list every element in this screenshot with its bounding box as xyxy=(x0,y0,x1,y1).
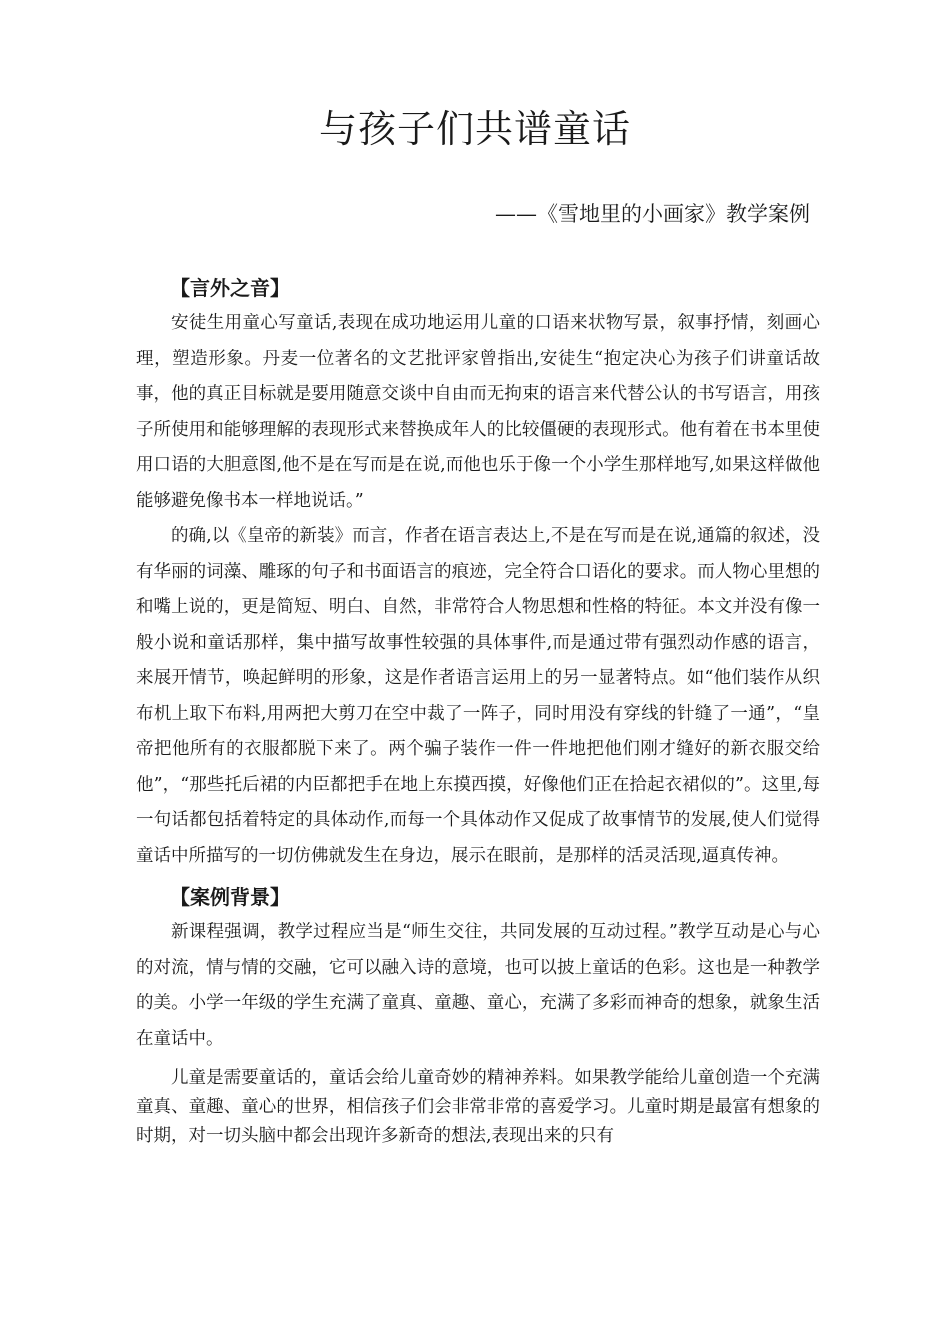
paragraph: 的确,以《皇帝的新装》而言，作者在语言表达上,不是在写而是在说,通篇的叙述，没有华丽的词藻、雕琢的句子和书面语言的痕迹，完全符合口语化的要求。而人物心里想的和嘴上说的，更是简短、明白、自然，非常符合人物思想和性格的特征。本文并没有像一般小说和童话那样，集中描写故事性较强的具体事件,而是通过带有强烈动作感的语言，来展开情节，唤起鲜明的形象，这是作者语言运用上的另一显著特点。如“他们装作从织布机上取下布料,用两把大剪刀在空中裁了一阵子，同时用没有穿线的针缝了一通”，“皇帝把他所有的衣服都脱下来了。两个骗子装作一件一件地把他们刚才缝好的新衣服交给他”，“那些托后裙的内臣都把手在地上东摸西摸，好像他们正在拾起衣裙似的”。这里,每一句话都包括着特定的具体动作,而每一个具体动作又促成了故事情节的发展,使人们觉得童话中所描写的一切仿佛就发生在身边，展示在眼前，是那样的活灵活现,逼真传神。 xyxy=(136,526,820,866)
paragraph: 安徒生用童心写童话,表现在成功地运用儿童的口语来状物写景，叙事抒情，刻画心理，塑造形象。丹麦一位著名的文艺批评家曾指出,安徒生“抱定决心为孩子们讲童话故事，他的真正目标就是要用随意交谈中自由而无拘束的语言来代替公认的书写语言，用孩子所使用和能够理解的表现形式来替换成年人的比较僵硬的表现形式。他有着在书本里使用口语的大胆意图,他不是在写而是在说,而他也乐于像一个小学生那样地写,如果这样做他能够避免像书本一样地说话。” xyxy=(136,313,820,511)
section-heading-background: 【案例背景】 xyxy=(170,885,290,909)
paragraph: 儿童是需要童话的，童话会给儿童奇妙的精神养料。如果教学能给儿童创造一个充满童真、童趣、童心的世界，相信孩子们会非常非常的喜爱学习。儿童时期是最富有想象的时期，对一切头脑中都会出现许多新奇的想法,表现出来的只有 xyxy=(136,1068,820,1146)
paragraph: 新课程强调，教学过程应当是“师生交往，共同发展的互动过程。”教学互动是心与心的对流，情与情的交融，它可以融入诗的意境，也可以披上童话的色彩。这也是一种教学的美。小学一年级的学生充满了童真、童趣、童心，充满了多彩而神奇的想象，就象生活在童话中。 xyxy=(136,922,820,1049)
document-body xyxy=(136,270,820,1151)
section-heading-yanwai: 【言外之音】 xyxy=(170,276,290,300)
page-title: 与孩子们共谱童话 xyxy=(318,107,631,151)
page-subtitle: ——《雪地里的小画家》教学案例 xyxy=(495,202,810,226)
